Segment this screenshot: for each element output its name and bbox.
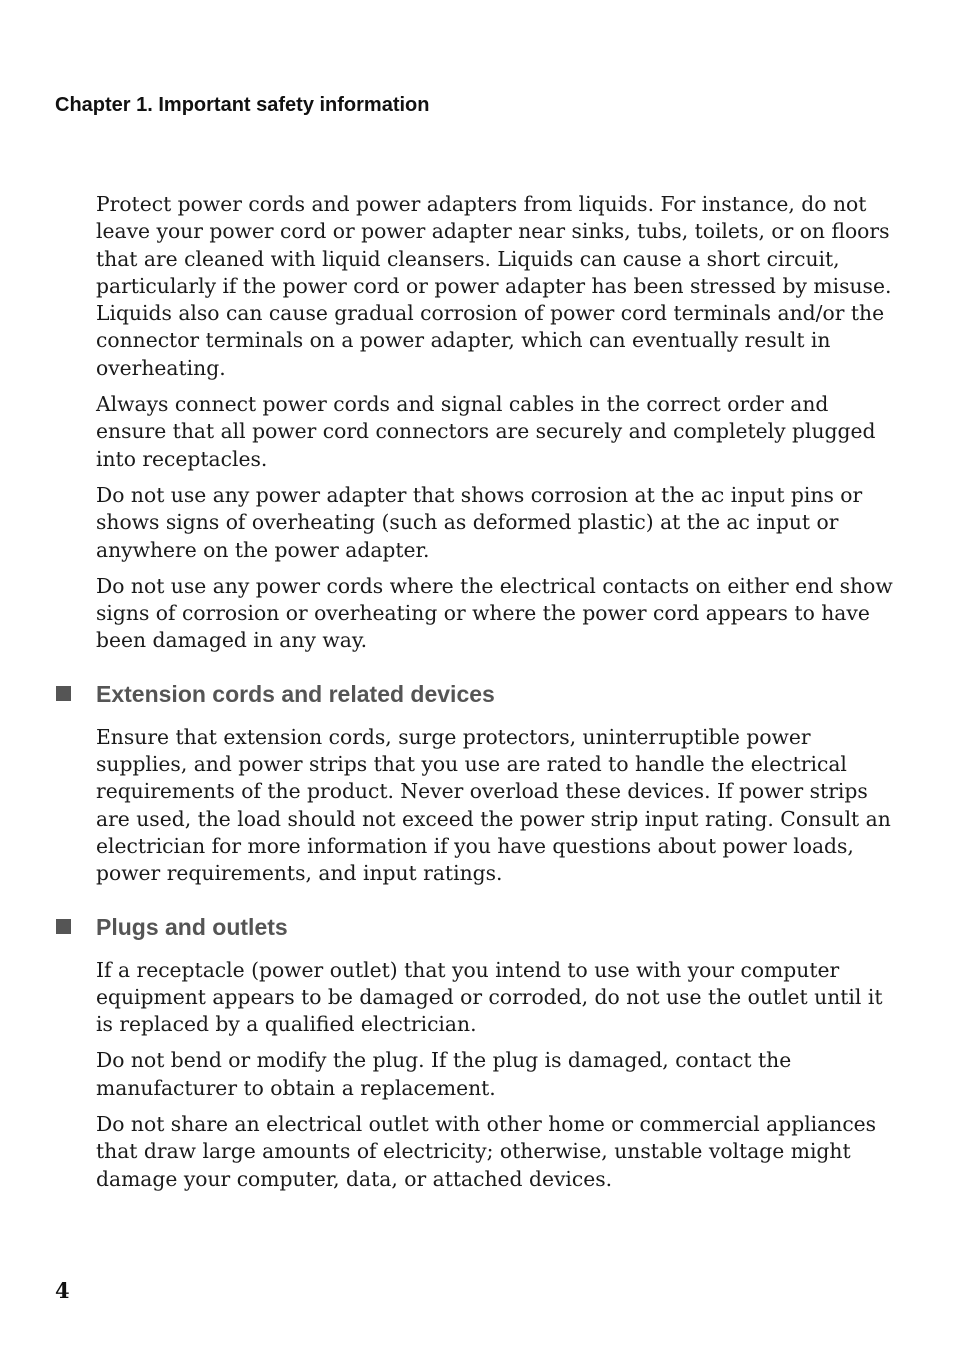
text-line: power requirements, and input ratings. bbox=[96, 861, 503, 886]
text-line: Liquids also can cause gradual corrosion of power cord terminals and/or the bbox=[96, 301, 885, 326]
text-line: If a receptacle (power outlet) that you intend to use with your computer bbox=[96, 957, 840, 982]
section-heading-text: Plugs and outlets bbox=[96, 913, 288, 940]
text-line: particularly if the power cord or power adapter has been stressed by misuse. bbox=[96, 273, 892, 298]
text-line: requirements of the product. Never overload these devices. If power strips bbox=[96, 779, 868, 804]
text-line: overheating. bbox=[96, 355, 226, 380]
text-line: that are cleaned with liquid cleansers. Liquids can cause a short circuit, bbox=[96, 246, 840, 271]
plugs-paragraph-1 bbox=[96, 957, 886, 1039]
square-bullet-icon bbox=[56, 686, 71, 701]
text-line: ensure that all power cord connectors are securely and completely plugged bbox=[96, 419, 876, 444]
text-line: electrician for more information if you have questions about power loads, bbox=[96, 833, 854, 858]
text-line: connector terminals on a power adapter, which can eventually result in bbox=[96, 328, 831, 353]
plugs-paragraph-3 bbox=[96, 1111, 886, 1193]
intro-paragraph-1 bbox=[96, 191, 892, 382]
text-line: damage your computer, data, or attached devices. bbox=[96, 1166, 613, 1191]
text-line: Do not share an electrical outlet with other home or commercial appliances bbox=[96, 1112, 877, 1137]
text-line: manufacturer to obtain a replacement. bbox=[96, 1075, 496, 1100]
extension-cords-paragraph bbox=[96, 724, 891, 888]
text-line: into receptacles. bbox=[96, 446, 268, 471]
plugs-paragraph-2 bbox=[96, 1047, 886, 1102]
text-line: that draw large amounts of electricity; otherwise, unstable voltage might bbox=[96, 1139, 851, 1164]
section-heading-extension-cords bbox=[96, 679, 886, 709]
text-line: Always connect power cords and signal cables in the correct order and bbox=[96, 392, 829, 417]
text-line: Do not use any power adapter that shows corrosion at the ac input pins or bbox=[96, 482, 863, 507]
text-line: equipment appears to be damaged or corroded, do not use the outlet until it bbox=[96, 984, 883, 1009]
section-heading-text: Extension cords and related devices bbox=[96, 680, 495, 707]
text-line: Ensure that extension cords, surge protectors, uninterruptible power bbox=[96, 724, 811, 749]
text-line: anywhere on the power adapter. bbox=[96, 537, 430, 562]
chapter-header: Chapter 1. Important safety information bbox=[55, 94, 430, 116]
page-number: 4 bbox=[55, 1278, 70, 1303]
page-content bbox=[96, 191, 893, 1202]
text-line: leave your power cord or power adapter near sinks, tubs, toilets, or on floors bbox=[96, 219, 890, 244]
intro-paragraph-2 bbox=[96, 391, 886, 473]
text-line: Protect power cords and power adapters from liquids. For instance, do not bbox=[96, 192, 867, 216]
text-line: supplies, and power strips that you use are rated to handle the electrical bbox=[96, 752, 847, 777]
intro-paragraph-4 bbox=[96, 573, 893, 655]
text-line: been damaged in any way. bbox=[96, 628, 368, 653]
text-line: signs of corrosion or overheating or where the power cord appears to have bbox=[96, 601, 870, 626]
text-line: Do not bend or modify the plug. If the plug is damaged, contact the bbox=[96, 1048, 792, 1073]
text-line: shows signs of overheating (such as deformed plastic) at the ac input or bbox=[96, 510, 839, 535]
section-heading-plugs-outlets bbox=[96, 912, 886, 942]
text-line: is replaced by a qualified electrician. bbox=[96, 1012, 477, 1037]
square-bullet-icon bbox=[56, 919, 71, 934]
text-line: are used, the load should not exceed the power strip input rating. Consult an bbox=[96, 806, 891, 831]
text-line: Do not use any power cords where the electrical contacts on either end show bbox=[96, 573, 893, 598]
intro-paragraph-3 bbox=[96, 482, 886, 564]
